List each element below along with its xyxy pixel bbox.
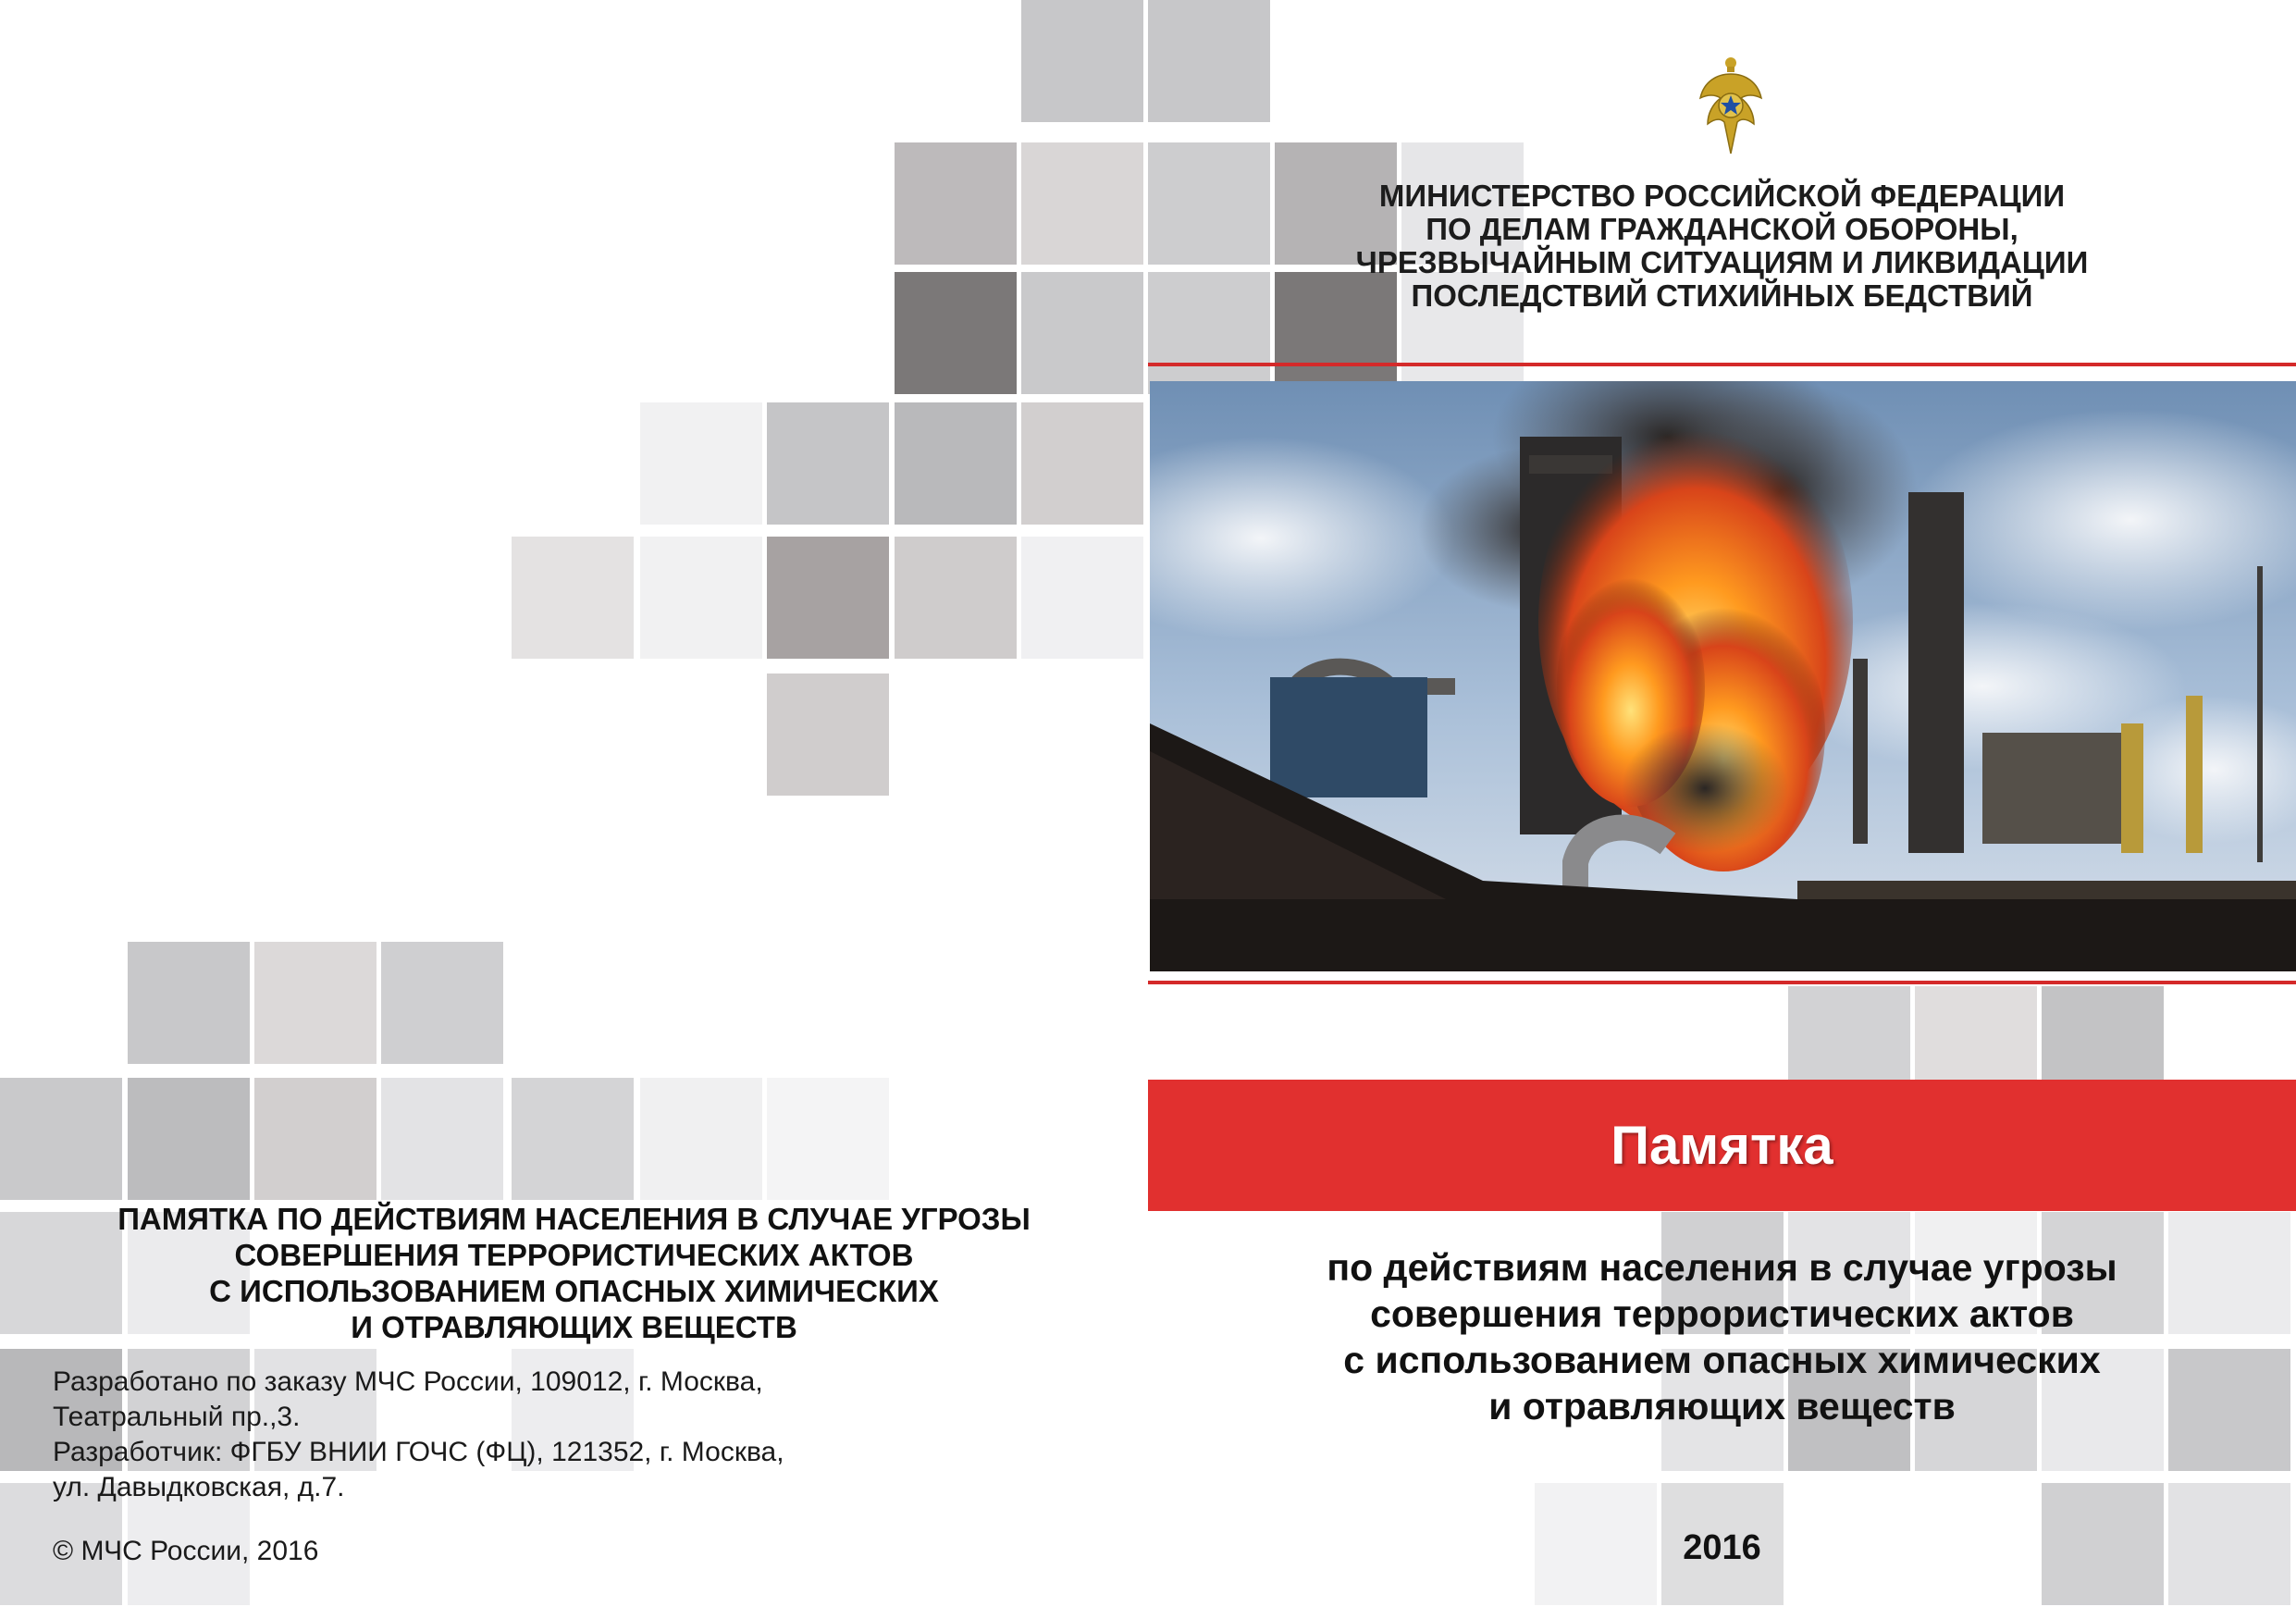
ministry-line: ПОСЛЕДСТВИЙ СТИХИЙНЫХ БЕДСТВИЙ [1411, 278, 2033, 313]
burning-plant-photo [1150, 381, 2296, 971]
back-title-line: СОВЕРШЕНИЯ ТЕРРОРИСТИЧЕСКИХ АКТОВ [234, 1238, 914, 1272]
credits-line: ул. Давыдковская, д.7. [53, 1472, 345, 1502]
top-divider [1148, 363, 2296, 366]
publication-credits [53, 1365, 784, 1505]
ministry-name [1148, 179, 2296, 313]
subtitle-line: по действиям населения в случае угрозы [1327, 1246, 2117, 1289]
banner-title: Памятка [1611, 1115, 1833, 1176]
back-title-line: ПАМЯТКА ПО ДЕЙСТВИЯМ НАСЕЛЕНИЯ В СЛУЧАЕ УГРОЗЫ [117, 1202, 1031, 1236]
bottom-divider [1148, 981, 2296, 984]
title-banner [1148, 1080, 2296, 1211]
publication-year: 2016 [1683, 1528, 1761, 1567]
back-title-line: И ОТРАВЛЯЮЩИХ ВЕЩЕСТВ [351, 1310, 797, 1344]
credits-line: Разработано по заказу МЧС России, 109012, г. Москва, [53, 1366, 763, 1397]
industrial-fire-illustration [1150, 381, 2296, 971]
credits-line: Разработчик: ФГБУ ВНИИ ГОЧС (ФЦ), 121352, г. Москва, [53, 1437, 784, 1467]
pamphlet-subtitle [1148, 1244, 2296, 1429]
ministry-line: ЧРЕЗВЫЧАЙНЫМ СИТУАЦИЯМ И ЛИКВИДАЦИИ [1355, 245, 2089, 279]
subtitle-line: и отравляющих веществ [1488, 1385, 1956, 1427]
ministry-line: МИНИСТЕРСТВО РОССИЙСКОЙ ФЕДЕРАЦИИ [1378, 179, 2066, 213]
credits-line: Театральный пр.,3. [53, 1402, 301, 1432]
subtitle-line: с использованием опасных химических [1343, 1339, 2101, 1381]
back-cover-title [0, 1201, 1148, 1345]
subtitle-line: совершения террористических актов [1370, 1292, 2074, 1335]
copyright-notice: © МЧС России, 2016 [53, 1536, 319, 1566]
front-cover [1148, 0, 2296, 1619]
ministry-line: ПО ДЕЛАМ ГРАЖДАНСКОЙ ОБОРОНЫ, [1426, 212, 2018, 246]
emchs-eagle-emblem-icon [1698, 54, 1763, 159]
back-title-line: С ИСПОЛЬЗОВАНИЕМ ОПАСНЫХ ХИМИЧЕСКИХ [209, 1274, 939, 1308]
